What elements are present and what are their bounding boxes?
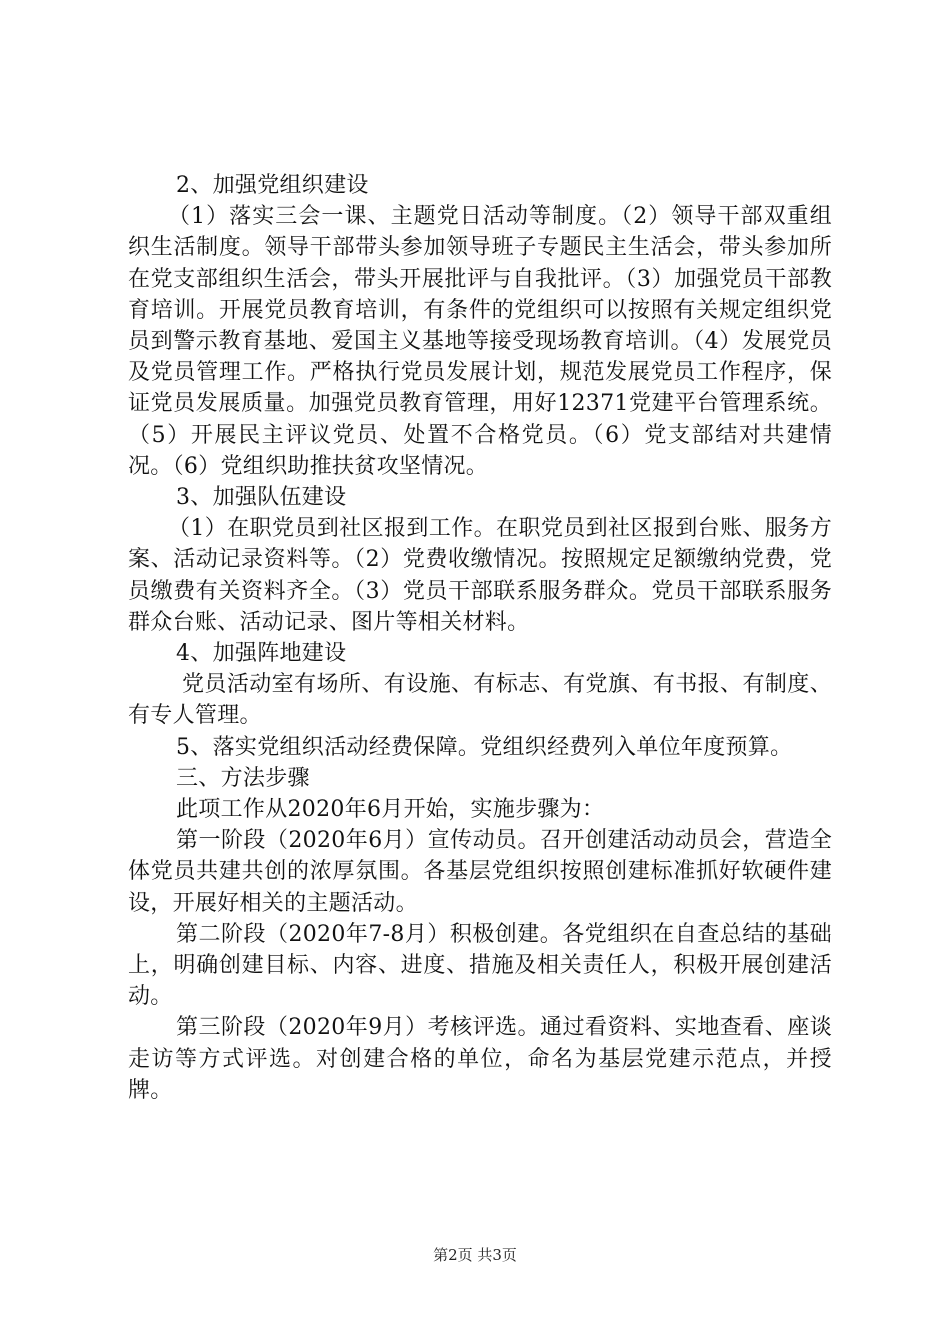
page-number-footer: 第2页 共3页 [433, 1246, 517, 1264]
section-heading-position-building: 4、加强阵地建设 [176, 641, 347, 667]
paragraph-position-building: 党员活动室有场所、有设施、有标志、有党旗、有书报、有制度、有专人管理。 [128, 672, 832, 729]
paragraph-team-building-items: （1）在职党员到社区报到工作。在职党员到社区报到台账、服务方案、活动记录资料等。（2）党费收缴情况。按照规定足额缴纳党费，党员缴费有关资料齐全。（3）党员干部联系服务群众。党员干部联系服务群众台账、活动记录、图片等相关材料。 [128, 516, 832, 635]
paragraph-stage-two: 第二阶段（2020年7-8月）积极创建。各党组织在自查总结的基础上，明确创建目标、内容、进度、措施及相关责任人，积极开展创建活动。 [128, 921, 832, 1010]
paragraph-steps-intro: 此项工作从2020年6月开始，实施步骤为： [176, 797, 605, 823]
section-heading-methods-steps: 三、方法步骤 [176, 765, 310, 791]
paragraph-stage-one: 第一阶段（2020年6月）宣传动员。召开创建活动动员会，营造全体党员共建共创的浓厚氛围。各基层党组织按照创建标准抓好软硬件建设，开展好相关的主题活动。 [128, 828, 832, 916]
document-body [128, 170, 832, 1106]
paragraph-funding-guarantee: 5、落实党组织活动经费保障。党组织经费列入单位年度预算。 [176, 734, 793, 760]
paragraph-stage-three: 第三阶段（2020年9月）考核评选。通过看资料、实地查看、座谈走访等方式评选。对创建合格的单位，命名为基层党建示范点，并授牌。 [128, 1015, 832, 1103]
paragraph-party-organization-items: （1）落实三会一课、主题党日活动等制度。（2）领导干部双重组织生活制度。领导干部带头参加领导班子专题民主生活会，带头参加所在党支部组织生活会，带头开展批评与自我批评。（3）加强党员干部教育培训。开展党员教育培训，有条件的党组织可以按照有关规定组织党员到警示教育基地、爱国主义基地等接受现场教育培训。（4）发展党员及党员管理工作。严格执行党员发展计划，规范发展党员工作程序，保证党员发展质量。加强党员教育管理，用好12371党建平台管理系统。（5）开展民主评议党员、处置不合格党员。（6）党支部结对共建情况。（6）党组织助推扶贫攻坚情况。 [128, 204, 832, 479]
section-heading-party-organization: 2、加强党组织建设 [176, 173, 369, 198]
section-heading-team-building: 3、加强队伍建设 [176, 485, 347, 511]
